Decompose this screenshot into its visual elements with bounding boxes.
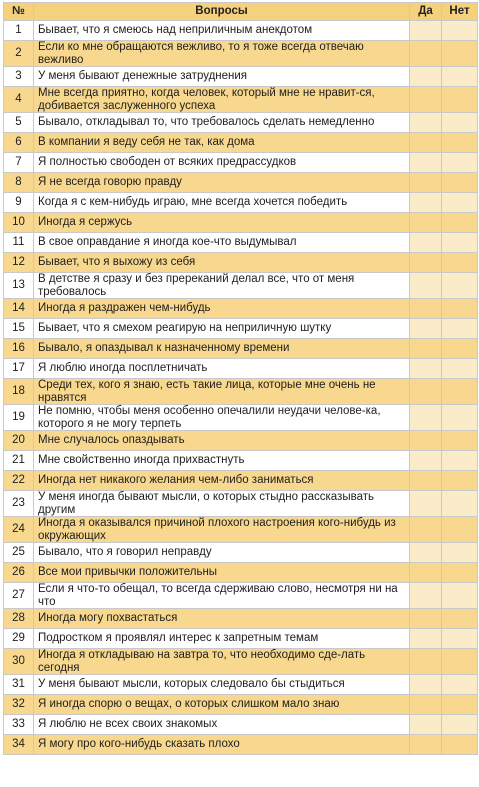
question-number: 25 [4,543,34,563]
answer-yes-cell[interactable] [410,471,442,491]
question-number: 7 [4,153,34,173]
table-row [4,451,478,471]
question-number: 1 [4,21,34,41]
answer-yes-cell[interactable] [410,649,442,675]
answer-yes-cell[interactable] [410,583,442,609]
answer-no-cell[interactable] [442,649,478,675]
answer-no-cell[interactable] [442,471,478,491]
answer-yes-cell[interactable] [410,517,442,543]
answer-yes-cell[interactable] [410,543,442,563]
answer-yes-cell[interactable] [410,113,442,133]
table-row [4,21,478,41]
question-number: 19 [4,405,34,431]
question-number: 12 [4,253,34,273]
question-number: 3 [4,67,34,87]
question-text: Бывает, что я выхожу из себя [34,253,410,273]
question-number: 26 [4,563,34,583]
table-row [4,609,478,629]
question-number: 5 [4,113,34,133]
question-text: В свое оправдание я иногда кое-что выдумывал [34,233,410,253]
answer-no-cell[interactable] [442,21,478,41]
answer-yes-cell[interactable] [410,675,442,695]
question-text: Иногда могу похвастаться [34,609,410,629]
question-number: 27 [4,583,34,609]
table-row [4,273,478,299]
question-text: В компании я веду себя не так, как дома [34,133,410,153]
answer-yes-cell[interactable] [410,233,442,253]
answer-yes-cell[interactable] [410,491,442,517]
answer-no-cell[interactable] [442,451,478,471]
question-text: Бывало, я опаздывал к назначенному времени [34,339,410,359]
question-text: У меня бывают мысли, которых следовало бы стыдиться [34,675,410,695]
question-text: Иногда я оказывался причиной плохого настроения кого-нибудь из окружающих [34,517,410,543]
question-text: Иногда я откладываю на завтра то, что необходимо сде-лать сегодня [34,649,410,675]
questionnaire-table [3,2,478,755]
table-row [4,359,478,379]
question-number: 14 [4,299,34,319]
answer-no-cell[interactable] [442,583,478,609]
answer-no-cell[interactable] [442,629,478,649]
answer-yes-cell[interactable] [410,609,442,629]
table-row [4,735,478,755]
answer-no-cell[interactable] [442,213,478,233]
question-number: 13 [4,273,34,299]
header-row [4,3,478,21]
table-row [4,583,478,609]
answer-yes-cell[interactable] [410,193,442,213]
answer-no-cell[interactable] [442,695,478,715]
question-text: Бывало, откладывал то, что требовалось сделать немедленно [34,113,410,133]
table-row [4,233,478,253]
table-row [4,41,478,67]
answer-no-cell[interactable] [442,735,478,755]
answer-yes-cell[interactable] [410,253,442,273]
header-number: № [4,3,34,21]
answer-yes-cell[interactable] [410,299,442,319]
question-number: 16 [4,339,34,359]
answer-no-cell[interactable] [442,273,478,299]
answer-yes-cell[interactable] [410,87,442,113]
question-text: Иногда я сержусь [34,213,410,233]
answer-no-cell[interactable] [442,133,478,153]
answer-no-cell[interactable] [442,563,478,583]
answer-no-cell[interactable] [442,153,478,173]
answer-yes-cell[interactable] [410,735,442,755]
answer-yes-cell[interactable] [410,273,442,299]
question-number: 2 [4,41,34,67]
header-question: Вопросы [34,3,410,21]
question-text: Я иногда спорю о вещах, о которых слишком мало знаю [34,695,410,715]
table-row [4,319,478,339]
question-text: Среди тех, кого я знаю, есть такие лица, которые мне очень не нравятся [34,379,410,405]
table-row [4,431,478,451]
question-text: Я полностью свободен от всяких предрассудков [34,153,410,173]
answer-yes-cell[interactable] [410,629,442,649]
question-number: 15 [4,319,34,339]
question-text: У меня бывают денежные затруднения [34,67,410,87]
question-number: 9 [4,193,34,213]
answer-no-cell[interactable] [442,675,478,695]
table-row [4,695,478,715]
table-row [4,543,478,563]
answer-no-cell[interactable] [442,87,478,113]
answer-yes-cell[interactable] [410,21,442,41]
answer-yes-cell[interactable] [410,451,442,471]
answer-yes-cell[interactable] [410,563,442,583]
answer-no-cell[interactable] [442,379,478,405]
question-number: 8 [4,173,34,193]
answer-yes-cell[interactable] [410,133,442,153]
answer-no-cell[interactable] [442,359,478,379]
answer-no-cell[interactable] [442,173,478,193]
answer-no-cell[interactable] [442,491,478,517]
question-number: 29 [4,629,34,649]
question-text: Бывает, что я смехом реагирую на неприличную шутку [34,319,410,339]
table-row [4,675,478,695]
question-text: Подростком я проявлял интерес к запретным темам [34,629,410,649]
question-text: Бывает, что я смеюсь над неприличным анекдотом [34,21,410,41]
table-row [4,339,478,359]
answer-no-cell[interactable] [442,67,478,87]
table-row [4,153,478,173]
question-number: 34 [4,735,34,755]
question-number: 23 [4,491,34,517]
question-text: Когда я с кем-нибудь играю, мне всегда хочется победить [34,193,410,213]
answer-no-cell[interactable] [442,517,478,543]
answer-yes-cell[interactable] [410,67,442,87]
table-row [4,517,478,543]
header-yes: Да [410,3,442,21]
table-row [4,649,478,675]
question-text: Иногда нет никакого желания чем-либо заниматься [34,471,410,491]
question-number: 17 [4,359,34,379]
answer-no-cell[interactable] [442,609,478,629]
question-number: 31 [4,675,34,695]
question-text: Если ко мне обращаются вежливо, то я тоже всегда отвечаю вежливо [34,41,410,67]
table-row [4,715,478,735]
answer-no-cell[interactable] [442,253,478,273]
table-row [4,491,478,517]
question-text: Я не всегда говорю правду [34,173,410,193]
answer-yes-cell[interactable] [410,695,442,715]
table-row [4,133,478,153]
table-row [4,193,478,213]
table-row [4,213,478,233]
answer-no-cell[interactable] [442,193,478,213]
answer-no-cell[interactable] [442,319,478,339]
answer-yes-cell[interactable] [410,405,442,431]
table-row [4,87,478,113]
question-text: Я люблю иногда посплетничать [34,359,410,379]
question-number: 6 [4,133,34,153]
table-row [4,563,478,583]
question-number: 33 [4,715,34,735]
question-number: 20 [4,431,34,451]
question-text: Все мои привычки положительны [34,563,410,583]
question-number: 10 [4,213,34,233]
answer-no-cell[interactable] [442,113,478,133]
answer-no-cell[interactable] [442,431,478,451]
table-row [4,405,478,431]
question-text: Я люблю не всех своих знакомых [34,715,410,735]
question-text: Не помню, чтобы меня особенно опечалили неудачи челове-ка, которого я не могу терпеть [34,405,410,431]
question-number: 30 [4,649,34,675]
answer-no-cell[interactable] [442,233,478,253]
table-row [4,253,478,273]
question-text: В детстве я сразу и без пререканий делал все, что от меня требовалось [34,273,410,299]
answer-yes-cell[interactable] [410,213,442,233]
question-text: Бывало, что я говорил неправду [34,543,410,563]
answer-no-cell[interactable] [442,299,478,319]
table-row [4,299,478,319]
question-number: 32 [4,695,34,715]
question-number: 28 [4,609,34,629]
answer-yes-cell[interactable] [410,173,442,193]
question-number: 11 [4,233,34,253]
question-number: 22 [4,471,34,491]
question-text: Мне свойственно иногда прихвастнуть [34,451,410,471]
answer-yes-cell[interactable] [410,41,442,67]
answer-yes-cell[interactable] [410,715,442,735]
table-row [4,471,478,491]
question-text: У меня иногда бывают мысли, о которых стыдно рассказывать другим [34,491,410,517]
answer-yes-cell[interactable] [410,359,442,379]
question-text: Иногда я раздражен чем-нибудь [34,299,410,319]
table-row [4,173,478,193]
header-no: Нет [442,3,478,21]
question-text: Мне случалось опаздывать [34,431,410,451]
question-text: Если я что-то обещал, то всегда сдерживаю слово, несмотря ни на что [34,583,410,609]
question-text: Мне всегда приятно, когда человек, который мне не нравит-ся, добивается заслуженного успеха [34,87,410,113]
watermark: UKR.MEDIA [411,767,471,777]
answer-no-cell[interactable] [442,339,478,359]
question-number: 18 [4,379,34,405]
question-text: Я могу про кого-нибудь сказать плохо [34,735,410,755]
answer-yes-cell[interactable] [410,431,442,451]
answer-no-cell[interactable] [442,405,478,431]
answer-no-cell[interactable] [442,41,478,67]
answer-yes-cell[interactable] [410,153,442,173]
table-row [4,629,478,649]
question-number: 24 [4,517,34,543]
answer-no-cell[interactable] [442,715,478,735]
table-row [4,67,478,87]
question-number: 4 [4,87,34,113]
question-number: 21 [4,451,34,471]
answer-yes-cell[interactable] [410,319,442,339]
answer-no-cell[interactable] [442,543,478,563]
answer-yes-cell[interactable] [410,379,442,405]
answer-yes-cell[interactable] [410,339,442,359]
table-row [4,379,478,405]
table-row [4,113,478,133]
question-rows [4,21,478,755]
